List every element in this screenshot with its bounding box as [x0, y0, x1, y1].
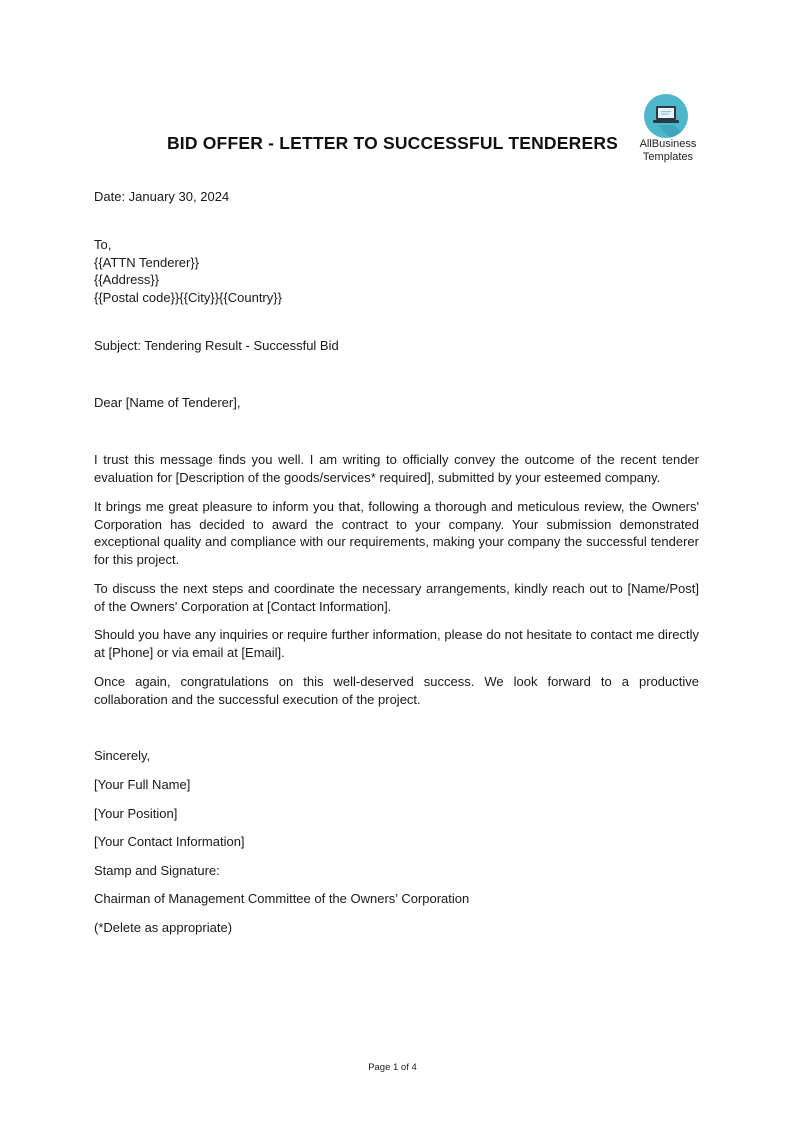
laptop-icon [644, 94, 688, 138]
logo-line-2: Templates [642, 151, 694, 163]
body-paragraph: I trust this message finds you well. I am writing to officially convey the outcome of the recent tender evaluation for [Description of the goods/services* required], submitted by your esteemed company. [94, 452, 699, 485]
logo-text [628, 138, 708, 164]
signature-line: Chairman of Management Committee of the Owners’ Corporation [94, 891, 470, 906]
document-title: BID OFFER - LETTER TO SUCCESSFUL TENDERERS [166, 133, 619, 153]
body-paragraph: It brings me great pleasure to inform you that, following a thorough and meticulous review, the Owners' Corporation has decided to award the contract to your company. Your submission demonstrated exceptional quality and compliance with our requirements, making your company the successful tenderer for this project. [94, 499, 699, 567]
letter-closing: Sincerely, [94, 748, 151, 763]
page-footer: Page 1 of 4 [368, 1062, 417, 1073]
letter-date: Date: January 30, 2024 [94, 189, 230, 204]
address-line: To, [94, 237, 112, 252]
signature-line: [Your Full Name] [94, 777, 191, 792]
letter-salutation: Dear [Name of Tenderer], [94, 395, 241, 410]
body-paragraph: To discuss the next steps and coordinate the necessary arrangements, kindly reach out to [Name/Post] of the Owners' Corporation at [Contact Information]. [94, 581, 699, 614]
letter-subject: Subject: Tendering Result - Successful Bid [94, 338, 339, 353]
company-logo [632, 94, 704, 166]
signature-line: Stamp and Signature: [94, 863, 220, 878]
address-line: {{Address}} [94, 272, 160, 287]
logo-line-1: AllBusiness [639, 138, 697, 150]
signature-line: [Your Position] [94, 806, 178, 821]
body-paragraph: Once again, congratulations on this well-deserved success. We look forward to a productive collaboration and the successful execution of the project. [94, 674, 699, 707]
recipient-address [94, 236, 282, 306]
address-line: {{Postal code}}{{City}}{{Country}} [94, 289, 282, 305]
address-line: {{ATTN Tenderer}} [94, 254, 200, 270]
signature-line: [Your Contact Information] [94, 834, 245, 849]
body-paragraph: Should you have any inquiries or require further information, please do not hesitate to contact me directly at [Phone] or via email at [Email]. [94, 627, 699, 660]
signature-line: (*Delete as appropriate) [94, 920, 233, 935]
